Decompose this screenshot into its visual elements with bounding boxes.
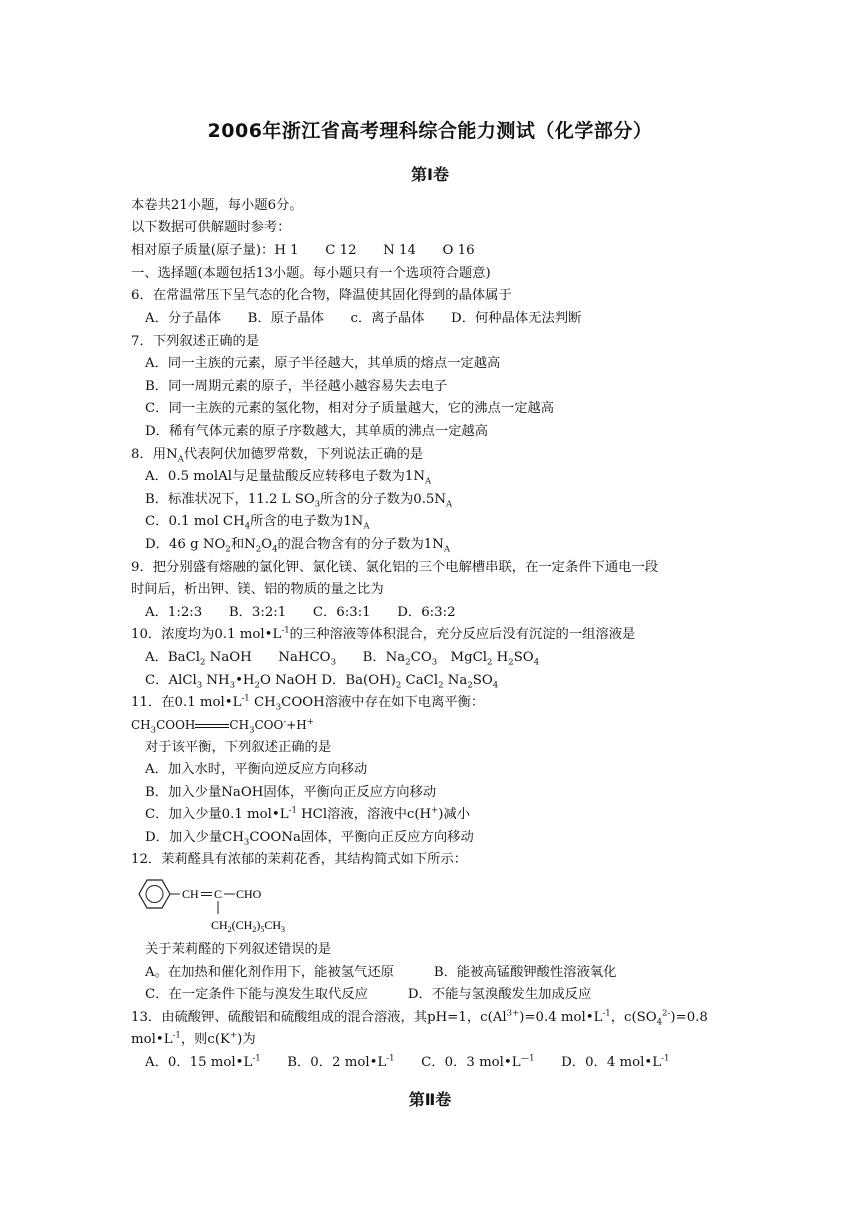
ionization-equation: $CH_3COOH$ $CH_3COO^-+H^+$: [131, 717, 314, 736]
jasminaldehyde-structure: [131, 874, 351, 936]
question-8-stem: 8．用$N_A$代表阿伏加德罗常数，下列说法正确的是: [131, 447, 424, 465]
intro-line: 本卷共21小题，每小题6分。: [131, 198, 303, 213]
question-7-option-b: B．同一周期元素的原子，半径越小越容易失去电子: [145, 379, 448, 394]
question-8-option-a: A．0.5 molAl与足量盐酸反应转移电子数为$1N_A$: [145, 469, 432, 487]
c-label: C: [214, 887, 223, 901]
question-12-lead: 关于茉莉醛的下列叙述错误的是: [145, 942, 332, 957]
question-11-lead: 对于该平衡，下列叙述正确的是: [145, 740, 332, 755]
question-11-option-a: A．加入水时，平衡向逆反应方向移动: [145, 762, 368, 777]
question-7-option-d: D．稀有气体元素的原子序数越大，其单质的沸点一定越高: [145, 424, 489, 439]
section-heading: 一、选择题(本题包括13小题。每小题只有一个选项符合题意): [131, 266, 491, 281]
cho-label: CHO: [236, 887, 262, 901]
intro-line: 相对原子质量(原子量)：H 1 C 12 N 14 O 16: [131, 243, 475, 258]
volume-1-heading: 第Ⅰ卷: [411, 165, 449, 184]
question-12-options-ab: A。在加热和催化剂作用下，能被氢气还原 B．能被高锰酸钾酸性溶液氧化: [145, 965, 617, 980]
question-8-option-b: B．标准状况下，11.2 L $SO_3$所含的分子数为$0.5N_A$: [145, 492, 453, 510]
question-10-options-cd: C．AlCl$_3$ $NH_3•H_2O$ NaOH D．$Ba(OH)_2$ CaCl$_2$ $Na_2SO_4$: [145, 673, 499, 691]
question-10-options-ab: A．BaCl$_2$ NaOH NaHCO$_3$ B．$Na_2CO_3$ MgCl$_2$ $H_2SO_4$: [145, 650, 540, 668]
question-6-options: A．分子晶体 B．原子晶体 c．离子晶体 D．何种晶体无法判断: [145, 311, 582, 326]
question-13-stem-cont: $mol•L^{-1}$，则c(K+)为: [131, 1030, 256, 1047]
question-9-stem: 9．把分别盛有熔融的氯化钾、氯化镁、氯化铝的三个电解槽串联，在一定条件下通电一段: [131, 560, 659, 575]
question-11-stem: 11．在0.1 $mol•L^{-1}$ $CH_3COOH$溶液中存在如下电离平衡：: [131, 693, 485, 713]
equilibrium-arrow-icon: [195, 722, 229, 730]
question-6-stem: 6．在常温常压下呈气态的化合物，降温使其固化得到的晶体属于: [131, 288, 512, 303]
page-title: 2006年浙江省高考理科综合能力测试（化学部分）: [207, 120, 653, 142]
alkyl-chain-label: $CH_2(CH_2)_5CH_3$: [211, 918, 286, 934]
aromatic-circle-icon: [146, 886, 163, 903]
question-7-option-a: A．同一主族的元素，原子半径越大，其单质的熔点一定越高: [145, 356, 501, 371]
question-9-options: A．1:2:3 B．3:2:1 C．6:3:1 D．6:3:2: [145, 605, 456, 620]
intro-line: 以下数据可供解题时参考：: [131, 220, 291, 235]
question-13-stem: 13．由硫酸钾、硫酸铝和硫酸组成的混合溶液，其pH=1，$c(Al^{3+})=0.4$ $mol•L^{-1}$，$c(SO_4^{2-})=0.8$: [131, 1008, 708, 1028]
ch-label: CH: [182, 887, 199, 901]
question-7-stem: 7．下列叙述正确的是: [131, 334, 260, 349]
question-10-stem: 10．浓度均为0.1 $mol•L^{-1}$的三种溶液等体积混合，充分反应后没有沉淀的一组溶液是: [131, 625, 636, 642]
question-12-options-cd: C．在一定条件下能与溴发生取代反应 D．不能与氢溴酸发生加成反应: [145, 987, 592, 1002]
question-7-option-c: C．同一主族的元素的氢化物，相对分子质量越大，它的沸点一定越高: [145, 401, 555, 416]
volume-2-heading: 第Ⅱ卷: [408, 1090, 452, 1109]
question-9-stem-cont: 时间后，析出钾、镁、铝的物质的量之比为: [131, 582, 384, 597]
question-8-option-c: C．0.1 mol $CH_4$所含的电子数为$1N_A$: [145, 514, 370, 532]
question-11-option-c: C．加入少量0.1 $mol•L^{-1}$ HCl溶液，溶液中c(H+)减小: [145, 805, 471, 822]
question-11-option-b: B．加入少量NaOH固体，平衡向正反应方向移动: [145, 785, 437, 800]
benzene-ring-icon: [139, 880, 170, 908]
question-12-stem: 12．茉莉醛具有浓郁的茉莉花香，其结构简式如下所示：: [131, 852, 468, 867]
question-13-options: A．0．15 $mol•L^{-1}$ B．0．2 $mol•L^{-1}$ C．0．3 $mol•L^{—1}$ D．0．4 $mol•L^{-1}$: [145, 1053, 670, 1070]
question-11-option-d: D．加入少量$CH_3COONa$固体，平衡向正反应方向移动: [145, 830, 474, 848]
question-8-option-d: D．46 g $NO_2$和$N_2O_4$的混合物含有的分子数为$1N_A$: [145, 537, 451, 555]
